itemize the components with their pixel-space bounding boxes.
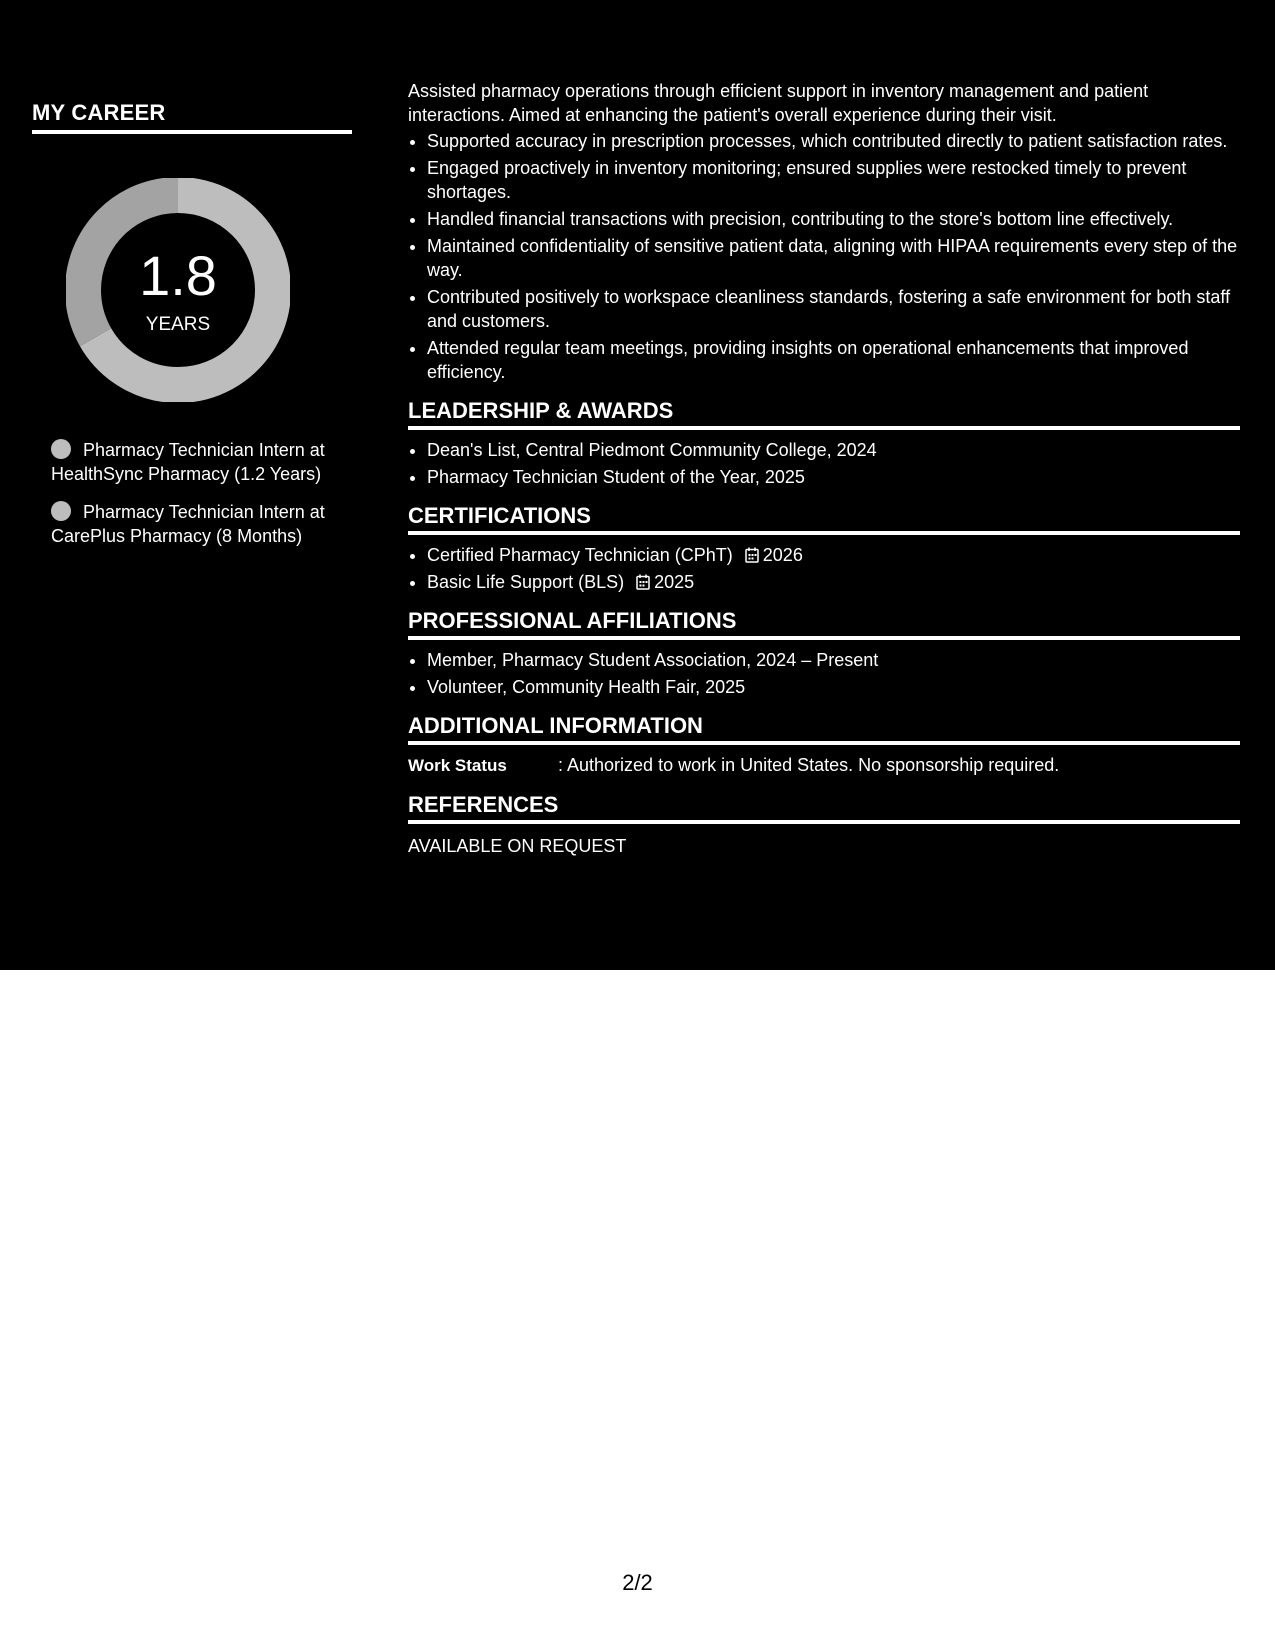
certification-name: Certified Pharmacy Technician (CPhT) [427,545,733,565]
certifications-list [408,543,1240,594]
references-section [408,792,1240,858]
experience-bullet: • Engaged proactively in inventory monitoring; ensured supplies were restocked timely to prevent shortages. [427,156,1240,204]
experience-bullet: • Contributed positively to workspace cleanliness standards, fostering a safe environment for both staff and customers. [427,285,1240,333]
career-role-item [51,500,341,548]
experience-bullets [408,129,1240,384]
references-heading: REFERENCES [408,792,1240,824]
leadership-item: • Pharmacy Technician Student of the Year, 2025 [427,465,1240,489]
leadership-section [408,398,1240,489]
work-status-row [408,753,1240,778]
certification-year: 2026 [762,545,803,565]
total-years-unit: YEARS [145,314,211,335]
leadership-heading: LEADERSHIP & AWARDS [408,398,1240,430]
certifications-heading: CERTIFICATIONS [408,503,1240,535]
career-role-text: Pharmacy Technician Intern at CarePlus Pharmacy (8 Months) [51,502,325,546]
work-status-label: Work Status [408,756,507,775]
certification-item [427,570,1240,594]
experience-bullet: • Attended regular team meetings, providing insights on operational enhancements that improved efficiency. [427,336,1240,384]
affiliations-heading: PROFESSIONAL AFFILIATIONS [408,608,1240,640]
affiliations-section [408,608,1240,699]
sidebar [32,100,352,546]
legend-dot-icon [51,439,71,459]
page-number: 2/2 [622,1570,653,1595]
total-years-value: 1.8 [139,244,217,307]
affiliation-item: • Volunteer, Community Health Fair, 2025 [427,675,1240,699]
leadership-list [408,438,1240,489]
certification-item [427,543,1240,567]
career-roles-list [51,438,341,562]
main-content [408,79,1240,858]
career-heading: MY CAREER [32,100,352,134]
certification-name: Basic Life Support (BLS) [427,572,625,592]
career-role-text: Pharmacy Technician Intern at HealthSync Pharmacy (1.2 Years) [51,440,325,484]
career-donut-chart [66,178,290,402]
certification-year: 2025 [654,572,695,592]
legend-dot-icon [51,501,71,521]
experience-bullet: • Maintained confidentiality of sensitive patient data, aligning with HIPAA requirements every step of the way. [427,234,1240,282]
experience-bullet: • Handled financial transactions with precision, contributing to the store's bottom line effectively. [427,207,1240,231]
experience-bullet: • Supported accuracy in prescription processes, which contributed directly to patient satisfaction rates. [427,129,1240,153]
additional-info-heading: ADDITIONAL INFORMATION [408,713,1240,745]
certifications-section [408,503,1240,594]
work-status-value: : Authorized to work in United States. No sponsorship required. [558,755,1060,775]
calendar-icon [636,574,650,590]
affiliations-list [408,648,1240,699]
additional-info-section [408,713,1240,778]
career-role-item [51,438,341,486]
references-text: AVAILABLE ON REQUEST [408,836,627,856]
leadership-item: • Dean's List, Central Piedmont Community College, 2024 [427,438,1240,462]
calendar-icon [745,547,759,563]
affiliation-item: • Member, Pharmacy Student Association, 2024 – Present [427,648,1240,672]
experience-summary: Assisted pharmacy operations through efficient support in inventory management and patient interactions. Aimed at enhancing the patient's overall experience during their visit. [408,81,1149,125]
